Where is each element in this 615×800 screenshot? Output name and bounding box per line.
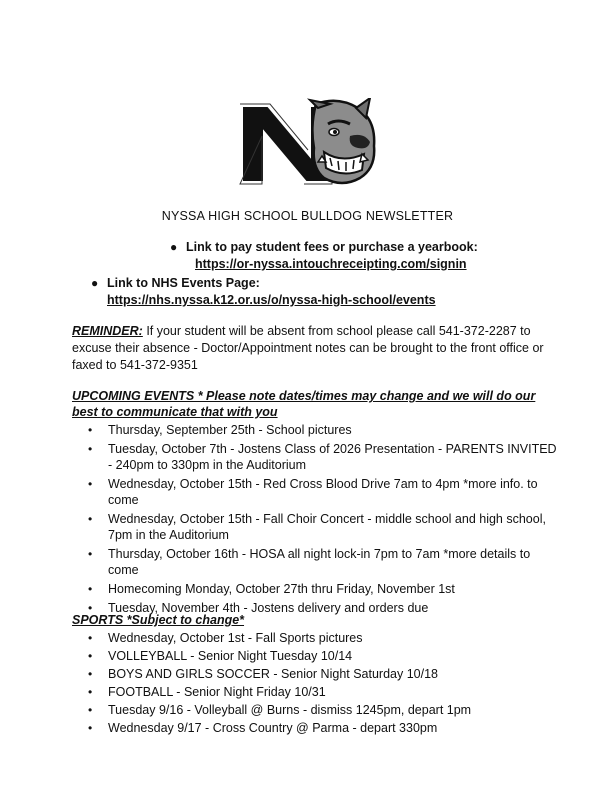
list-item: • Wednesday, October 15th - Red Cross Blood Drive 7am to 4pm *more info. to come (108, 476, 562, 508)
reminder-paragraph (72, 323, 552, 374)
sports-section (72, 612, 562, 738)
fees-link-label: Link to pay student fees or purchase a yearbook: (186, 240, 478, 254)
events-link-label: Link to NHS Events Page: (107, 276, 260, 290)
events-link-block (91, 275, 507, 309)
fees-link[interactable]: https://or-nyssa.intouchreceipting.com/signin (195, 257, 467, 271)
sports-list (72, 630, 562, 736)
events-link[interactable]: https://nhs.nyssa.k12.or.us/o/nyssa-high-school/events (107, 293, 436, 307)
fees-link-block (170, 239, 566, 273)
bulldog-head (310, 98, 374, 183)
list-item: • Tuesday, November 4th - Jostens delivery and orders due (108, 600, 562, 616)
upcoming-events-section (72, 388, 562, 619)
sports-heading: SPORTS *Subject to change* (72, 613, 245, 627)
reminder-heading: REMINDER: (72, 324, 143, 338)
list-item: • Tuesday, October 7th - Jostens Class of 2026 Presentation - PARENTS INVITED - 240pm to 330pm in the Auditorium (108, 441, 562, 473)
upcoming-events-list (72, 422, 562, 616)
newsletter-title: NYSSA HIGH SCHOOL BULLDOG NEWSLETTER (161, 209, 454, 223)
reminder-text: If your student will be absent from school please call 541-372-2287 to excuse their absence - Doctor/Appointment notes can be brought to the front office or faxed to 541-372-9351 (72, 324, 544, 372)
upcoming-events-heading: UPCOMING EVENTS * Please note dates/times may change and we will do our best to communicate that with you (72, 389, 536, 419)
list-item: • Thursday, October 16th - HOSA all night lock-in 7pm to 7am *more details to come (108, 546, 562, 578)
list-item: • VOLLEYBALL - Senior Night Tuesday 10/14 (108, 648, 562, 664)
bulldog-logo-icon (238, 98, 382, 186)
list-item: • Thursday, September 25th - School pictures (108, 422, 562, 438)
list-item: • Wednesday 9/17 - Cross Country @ Parma - depart 330pm (108, 720, 562, 736)
list-item: • Wednesday, October 1st - Fall Sports pictures (108, 630, 562, 646)
bullet-icon: ● (170, 240, 178, 254)
list-item: • BOYS AND GIRLS SOCCER - Senior Night Saturday 10/18 (108, 666, 562, 682)
list-item: • Tuesday 9/16 - Volleyball @ Burns - dismiss 1245pm, depart 1pm (108, 702, 562, 718)
bullet-icon: ● (91, 276, 99, 290)
list-item: • Wednesday, October 15th - Fall Choir Concert - middle school and high school, 7pm in the Auditorium (108, 511, 562, 543)
list-item: • Homecoming Monday, October 27th thru Friday, November 1st (108, 581, 562, 597)
list-item: • FOOTBALL - Senior Night Friday 10/31 (108, 684, 562, 700)
